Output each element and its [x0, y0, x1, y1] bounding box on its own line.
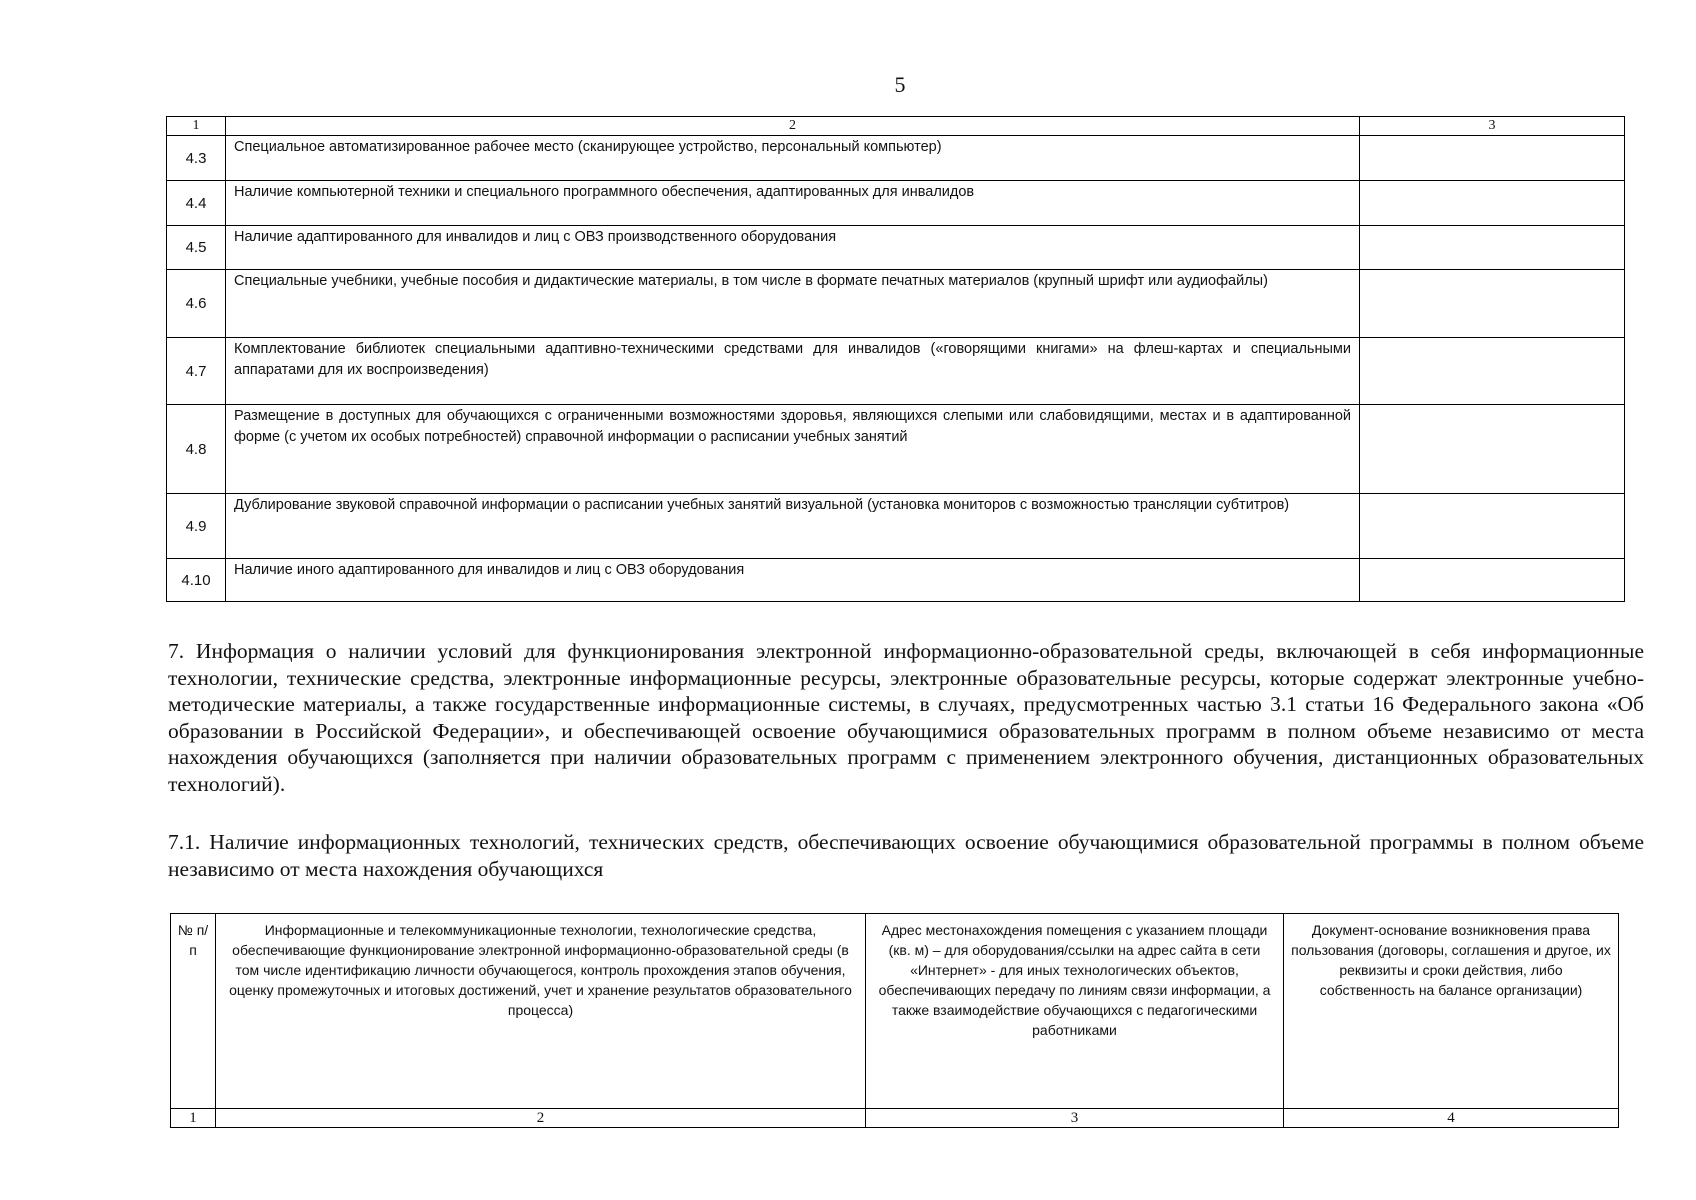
header-cell: 2	[226, 117, 1360, 136]
table-row	[167, 494, 1625, 559]
index-cell: 3	[866, 1109, 1284, 1128]
row-value	[1360, 338, 1625, 405]
table-row	[167, 338, 1625, 405]
row-text: Наличие адаптированного для инвалидов и лиц с ОВЗ производственного оборудования	[226, 226, 1360, 270]
index-cell: 2	[216, 1109, 866, 1128]
table-row	[167, 226, 1625, 270]
table-header-row	[167, 117, 1625, 136]
row-number: 4.7	[167, 338, 226, 405]
index-cell: 1	[171, 1109, 216, 1128]
row-number: 4.5	[167, 226, 226, 270]
header-cell-technologies: Информационные и телекоммуникационные технологии, технологические средства, обеспечивающие функционирование электронной информационно-образовательной среды (в том числе идентификацию личности обучающегося, контроль прохождения этапов обучения, оценку промежуточных и итоговых достижений, учет и хранение результатов образовательного процесса)	[216, 914, 866, 1109]
table-row	[167, 270, 1625, 338]
row-text: Специальное автоматизированное рабочее место (сканирующее устройство, персональный компьютер)	[226, 136, 1360, 181]
table-header-row	[171, 914, 1619, 1109]
row-value	[1360, 226, 1625, 270]
row-number: 4.9	[167, 494, 226, 559]
header-cell-address: Адрес местонахождения помещения с указанием площади (кв. м) – для оборудования/ссылки на адрес сайта в сети «Интернет» - для иных технологических объектов, обеспечивающих передачу по линиям связи информации, а также взаимодействие обучающихся с педагогическими работниками	[866, 914, 1284, 1109]
row-value	[1360, 559, 1625, 602]
header-cell: 3	[1360, 117, 1625, 136]
row-value	[1360, 405, 1625, 494]
equipment-table	[166, 116, 1625, 602]
row-text: Комплектование библиотек специальными адаптивно-техническими средствами для инвалидов («говорящими книгами» на флеш-картах и специальными аппаратами для их воспроизведения)	[226, 338, 1360, 405]
section-7-1-text: 7.1. Наличие информационных технологий, технических средств, обеспечивающих освоение обучающимися образовательной программы в полном объеме независимо от места нахождения обучающихся	[168, 830, 1644, 881]
header-cell-number: № п/п	[171, 914, 216, 1109]
table-row	[167, 405, 1625, 494]
row-value	[1360, 181, 1625, 226]
row-text: Специальные учебники, учебные пособия и дидактические материалы, в том числе в формате печатных материалов (крупный шрифт или аудиофайлы)	[226, 270, 1360, 338]
row-value	[1360, 494, 1625, 559]
row-number: 4.3	[167, 136, 226, 181]
row-number: 4.8	[167, 405, 226, 494]
row-value	[1360, 136, 1625, 181]
row-text: Размещение в доступных для обучающихся с ограниченными возможностями здоровья, являющихся слепыми или слабовидящими, местах и в адаптированной форме (с учетом их особых потребностей) справочной информации о расписании учебных занятий	[226, 405, 1360, 494]
page-number: 5	[894, 72, 906, 97]
table-row	[167, 181, 1625, 226]
table-row	[167, 136, 1625, 181]
row-number: 4.4	[167, 181, 226, 226]
header-cell: 1	[167, 117, 226, 136]
it-resources-table	[170, 913, 1619, 1128]
row-text: Дублирование звуковой справочной информации о расписании учебных занятий визуальной (установка мониторов с возможностью трансляции субтитров)	[226, 494, 1360, 559]
column-index-row	[171, 1109, 1619, 1128]
row-value	[1360, 270, 1625, 338]
header-cell-document: Документ-основание возникновения права пользования (договоры, соглашения и другое, их реквизиты и сроки действия, либо собственность на балансе организации)	[1284, 914, 1619, 1109]
section-7-text: 7. Информация о наличии условий для функционирования электронной информационно-образовательной среды, включающей в себя информационные технологии, технические средства, электронные информационные ресурсы, электронные образовательные ресурсы, которые содержат электронные учебно-методические материалы, а также государственные информационные системы, в случаях, предусмотренных частью 3.1 статьи 16 Федерального закона «Об образовании в Российской Федерации», и обеспечивающей освоение обучающимися образовательных программ в полном объеме независимо от места нахождения обучающихся (заполняется при наличии образовательных программ с применением электронного обучения, дистанционных образовательных технологий).	[168, 639, 1644, 796]
row-text: Наличие компьютерной техники и специального программного обеспечения, адаптированных для инвалидов	[226, 181, 1360, 226]
row-number: 4.6	[167, 270, 226, 338]
index-cell: 4	[1284, 1109, 1619, 1128]
table-row	[167, 559, 1625, 602]
row-text: Наличие иного адаптированного для инвалидов и лиц с ОВЗ оборудования	[226, 559, 1360, 602]
row-number: 4.10	[167, 559, 226, 602]
